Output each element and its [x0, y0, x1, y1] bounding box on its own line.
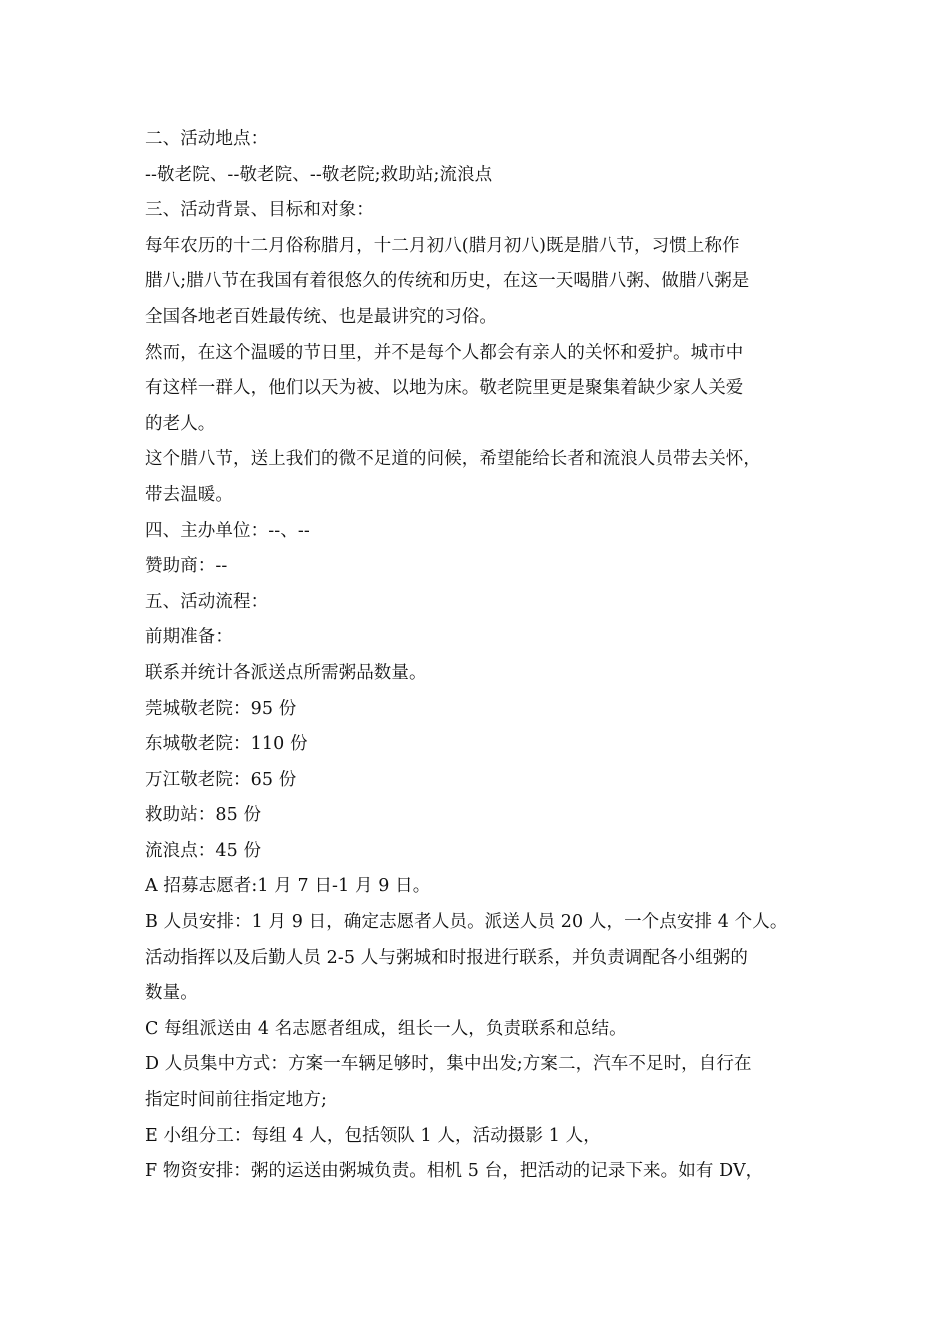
step-line: F 物资安排：粥的运送由粥城负责。相机 5 台，把活动的记录下来。如有 DV，: [145, 1161, 764, 1182]
step-line: C 每组派送由 4 名志愿者组成，组长一人，负责联系和总结。: [145, 1018, 627, 1039]
text-line: 活动指挥以及后勤人员 2-5 人与粥城和时报进行联系，并负责调配各小组粥的: [145, 947, 749, 968]
quantity-line: 流浪点：45 份: [145, 840, 262, 861]
text-line: --敬老院、--敬老院、--敬老院;救助站;流浪点: [145, 164, 493, 185]
section-heading-process: 五、活动流程：: [145, 591, 269, 612]
quantity-line: 救助站：85 份: [145, 805, 262, 826]
quantity-line: 莞城敬老院：95 份: [145, 698, 297, 719]
text-line: 带去温暖。: [145, 484, 233, 505]
text-line: 赞助商：--: [145, 556, 228, 577]
step-line: B 人员安排：1 月 9 日，确定志愿者人员。派送人员 20 人，一个点安排 4 个人。: [145, 912, 788, 933]
section-heading-location: 二、活动地点：: [145, 129, 269, 149]
text-line: 指定时间前往指定地方;: [145, 1090, 327, 1111]
text-line: 每年农历的十二月俗称腊月，十二月初八(腊月初八)既是腊八节，习惯上称作: [145, 235, 740, 256]
text-line: 数量。: [145, 983, 198, 1004]
step-line: E 小组分工：每组 4 人，包括领队 1 人，活动摄影 1 人，: [145, 1125, 601, 1146]
quantity-line: 万江敬老院：65 份: [145, 769, 297, 790]
text-line: 然而，在这个温暖的节日里，并不是每个人都会有亲人的关怀和爱护。城市中: [145, 342, 744, 363]
quantity-line: 东城敬老院：110 份: [145, 734, 308, 755]
text-line: 有这样一群人，他们以天为被、以地为床。敬老院里更是聚集着缺少家人关爱: [145, 378, 744, 399]
step-line: D 人员集中方式：方案一车辆足够时，集中出发;方案二，汽车不足时，自行在: [145, 1054, 752, 1075]
text-line: 腊八;腊八节在我国有着很悠久的传统和历史，在这一天喝腊八粥、做腊八粥是: [145, 271, 750, 292]
section-heading-background: 三、活动背景、目标和对象：: [145, 200, 374, 221]
text-line: 前期准备：: [145, 627, 233, 648]
text-line: 联系并统计各派送点所需粥品数量。: [145, 662, 427, 683]
text-line: 全国各地老百姓最传统、也是最讲究的习俗。: [145, 306, 497, 327]
text-line: 的老人。: [145, 413, 216, 434]
step-line: A 招募志愿者:1 月 7 日-1 月 9 日。: [145, 876, 431, 897]
text-line: 这个腊八节，送上我们的微不足道的问候，希望能给长者和流浪人员带去关怀，: [145, 449, 761, 470]
document-body: [145, 122, 835, 1190]
section-heading-organizer: 四、主办单位：--、--: [145, 520, 310, 541]
